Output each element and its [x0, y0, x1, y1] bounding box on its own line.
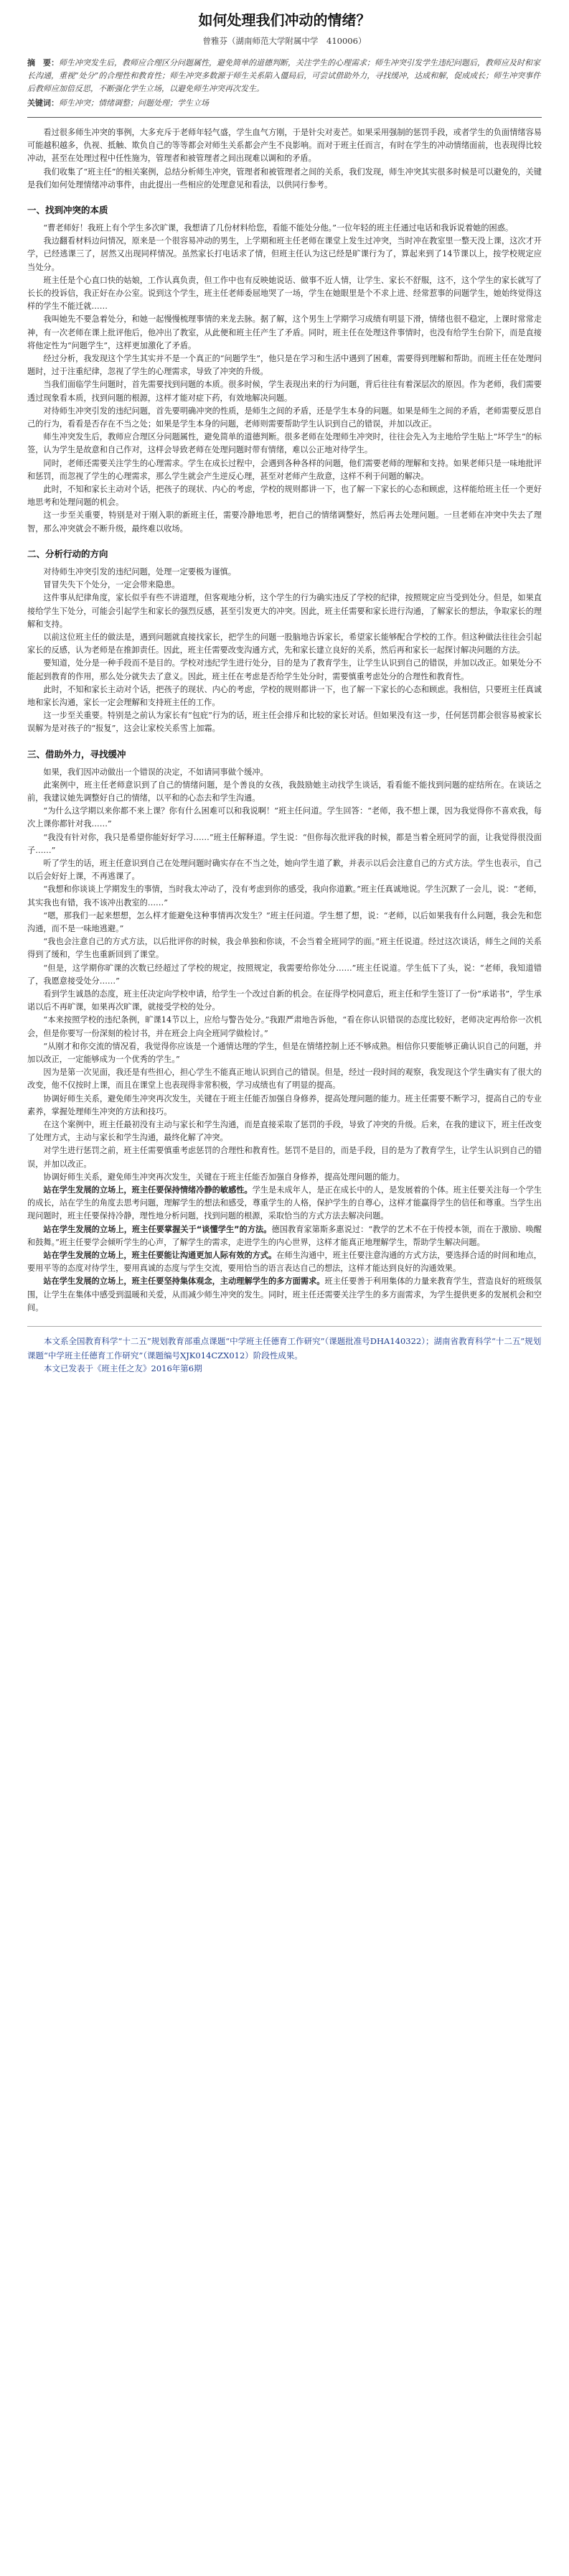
body-paragraph: 同时，老师还需要关注学生的心理需求。学生在成长过程中，会遇到各种各样的问题，他们需要老师的理解和支持。如果老师只是一味地批评和惩罚，而忽视了学生的心理需求，那么学生就会产生逆反心理，甚至对老师产生敌意，这样不利于问题的解决。 — [27, 458, 542, 481]
funding-footnote: 本文系全国教育科学“十二五”规划教育部重点课题“中学班主任德育工作研究”（课题批准号DHA140322）；湖南省教育科学“十二五”规划课题“中学班主任德育工作研究”（课题编号XJK014CZX012）阶段性成果。 — [27, 1336, 542, 1361]
highlight-text: 在师生沟通中，班主任要注意沟通的方式方法，要选择合适的时间和地点，要用平等的态度对待学生，要用真诚的态度与学生交流，要用恰当的语言表达自己的想法，这样才能达到良好的沟通效果。 — [27, 1251, 542, 1274]
abstract-text: 师生冲突发生后，教师应合理区分问题属性，避免简单的道德判断，关注学生的心理需求；师生冲突引发学生违纪问题后，教师应及时和家长沟通，重视“处分”的合理性和教育性；师生冲突多数源于师生关系陷入僵局后，可尝试借助外力，寻找缓冲，达成和解，促成成长；师生冲突事件后教师应加倍反思，不断强化学生立场，以避免师生冲突再次发生。 — [27, 58, 541, 93]
body-paragraph: 经过分析，我发现这个学生其实并不是一个真正的“问题学生”，他只是在学习和生活中遇到了困难，需要得到理解和帮助。而班主任在处理问题时，过于注重纪律，忽视了学生的心理需求，导致了冲突的升级。 — [27, 354, 542, 377]
body-paragraph: 要知道，处分是一种手段而不是目的。学校对违纪学生进行处分，目的是为了教育学生，让学生认识到自己的错误，并加以改正。如果处分不能起到教育的作用，那么处分就失去了意义。因此，班主任在考虑是否给学生处分时，需要慎重考虑处分的合理性和教育性。 — [27, 658, 542, 681]
body-paragraph: 在这个案例中，班主任最初没有主动与家长和学生沟通，而是直接采取了惩罚的手段，导致了冲突的升级。后来，在我的建议下，班主任改变了处理方式，主动与家长和学生沟通，最终化解了冲突。 — [27, 1120, 542, 1143]
body-paragraph: 我边翻看材料边问情况，原来是一个很容易冲动的男生，上学期和班主任老师在课堂上发生过冲突，当时冲在教室里一整天没上课，这次才开学，已经逃课三了，居然又出现同样情况。虽然家长打电话求了情，但班主任认为这已经是旷课行为了，算起来到了14节课以上，按学校规定应当处分。 — [27, 236, 542, 272]
highlight-lead: 站在学生发展的立场上，班主任要能让沟通更加人际有效的方式。 — [43, 1251, 277, 1261]
keywords-text: 师生冲突；情绪调整；问题处理；学生立场 — [59, 98, 209, 108]
highlight-paragraph — [27, 1223, 542, 1249]
section-heading: 二、分析行动的方向 — [27, 548, 108, 559]
body-paragraph: 以前这位班主任的做法是，遇到问题就直接找家长，把学生的问题一股脑地告诉家长，希望家长能够配合学校的工作。但这种做法往往会引起家长的反感，认为老师是在推卸责任。因此，班主任需要改变沟通方式，先和家长建立良好的关系，然后再和家长一起探讨解决问题的方法。 — [27, 632, 542, 655]
body-paragraph: “我想和你谈谈上学期发生的事情，当时我太冲动了，没有考虑到你的感受，我向你道歉。”班主任真诚地说。学生沉默了一会儿，说：“老师，其实我也有错，我不该冲出教室的……” — [27, 885, 542, 907]
body-paragraph: 当我们面临学生问题时，首先需要找到问题的本质。很多时候，学生表现出来的行为问题，背后往往有着深层次的原因。作为老师，我们需要透过现象看本质，找到问题的根源，这样才能对症下药，有效地解决问题。 — [27, 380, 542, 403]
body-paragraph: 看到学生诚恳的态度，班主任决定向学校申请，给学生一个改过自新的机会。在征得学校同意后，班主任和学生签订了一份“承诺书”，学生承诺以后不再旷课，如果再次旷课，就接受学校的处分。 — [27, 989, 542, 1012]
abstract — [27, 57, 542, 95]
highlight-paragraph — [27, 1275, 542, 1315]
publication-source: 本文已发表于《班主任之友》2016年第6期 — [44, 1363, 202, 1374]
highlight-lead: 站在学生发展的立场上，班主任要坚持集体观念，主动理解学生的多方面需求。 — [43, 1277, 325, 1287]
body-paragraph: “我没有针对你，我只是希望你能好好学习……”班主任解释道。学生说：“但你每次批评我的时候，都是当着全班同学的面，让我觉得很没面子……” — [27, 832, 542, 855]
body-paragraph: 这件事从纪律角度，家长似乎有些不讲道理，但客观地分析，这个学生的行为确实违反了学校的纪律，按照规定应当受到处分。但是，如果直接给学生下处分，可能会引起学生和家长的强烈反感，甚至引发更大的冲突。因此，班主任需要和家长进行沟通，了解家长的想法，争取家长的理解和支持。 — [27, 593, 542, 629]
keywords — [27, 97, 542, 110]
body-paragraph: 协调好师生关系，避免师生冲突再次发生，关键在于班主任能否加强自身修养，提高处理问题的能力。 — [43, 1172, 405, 1182]
body-paragraph: “我也会注意自己的方式方法，以后批评你的时候，我会单独和你谈，不会当着全班同学的面。”班主任说道。经过这次谈话，师生之间的关系得到了缓和，学生也重新回到了课堂。 — [27, 937, 542, 960]
body-paragraph: “但是，这学期你旷课的次数已经超过了学校的规定，按照规定，我需要给你处分……”班主任说道。学生低下了头，说：“老师，我知道错了，我愿意接受处分……” — [27, 963, 542, 986]
intro-paragraph: 我们收集了“班主任”的相关案例，总结分析师生冲突，管理者和被管理者之间的关系，我们发现，师生冲突其实很多时候是可以避免的，关键是我们如何处理情绪冲动事件，由此提出一些相应的处理意见和看法，以供同行参考。 — [27, 167, 542, 190]
highlight-paragraph — [27, 1184, 542, 1223]
body-paragraph: 这一步至关重要，特别是对于刚入职的新班主任，需要冷静地思考，把自己的情绪调整好，然后再去处理问题。一旦老师在冲突中失去了理智，那么冲突就会不断升级，最终难以收场。 — [27, 510, 542, 533]
keywords-label: 关键词： — [27, 98, 59, 108]
body-paragraph: 此时，不知和家长主动对个话，把孩子的现状、内心的考虑，学校的规则都讲一下，也了解一下家长的心态和顾虑。我相信，只要班主任真诚地和家长沟通，家长一定会理解和支持班主任的工作。 — [27, 684, 542, 707]
article-author: 曾雅芬（湖南师范大学附属中学 410006） — [202, 36, 367, 46]
body-paragraph: “从刚才和你交流的情况看，我觉得你应该是一个通情达理的学生，但是在情绪控制上还不够成熟。相信你只要能够正确认识自己的问题，并加以改正，一定能够成为一个优秀的学生。” — [27, 1041, 542, 1064]
body-paragraph: 协调好师生关系，避免师生冲突再次发生，关键在于班主任能否加强自身修养，提高处理问题的能力。班主任需要不断学习，提高自己的专业素养，掌握处理师生冲突的方法和技巧。 — [27, 1093, 542, 1116]
body-paragraph: “嗯，那我们一起来想想，怎么样才能避免这种事情再次发生？”班主任问道。学生想了想，说：“老师，以后如果我有什么问题，我会先和您沟通，而不是一味地逃避。” — [27, 910, 542, 933]
abstract-label: 摘 要： — [27, 58, 59, 67]
section-heading: 一、找到冲突的本质 — [27, 205, 108, 216]
highlight-paragraph — [27, 1249, 542, 1275]
body-paragraph: 此案例中，班主任老师意识到了自己的情绪问题，是个善良的女孩，我鼓励她主动找学生谈话，看看能不能找到问题的症结所在。在谈话之前，我建议她先调整好自己的情绪，以平和的心态去和学生沟通。 — [27, 780, 542, 803]
highlight-text: 德国教育家第斯多惠说过：“教学的艺术不在于传授本领，而在于激励、唤醒和鼓舞。”班主任要学会倾听学生的心声，了解学生的需求，走进学生的内心世界，这样才能真正地理解学生，帮助学生解决问题。 — [27, 1224, 542, 1247]
body-paragraph: 如果，我们因冲动做出一个错误的决定，不如请同事做个缓冲。 — [43, 767, 268, 777]
body-paragraph: 班主任是个心直口快的姑娘，工作认真负责，但工作中也有反映她说话、做事不近人情，让学生、家长不舒服，这不，这个学生的家长就写了长长的投诉信，我正好在办公室。说到这个学生，班主任老师委屈地哭了一场，学生在她眼里是个不求上进、经常惹事的问题学生，她始终觉得这样的学生不能迁就…… — [27, 275, 542, 312]
body-paragraph: 对待师生冲突引发的违纪问题，处理一定要极为谨慎。 — [43, 566, 236, 577]
highlight-lead: 站在学生发展的立场上，班主任要掌握关于“谈懂学生”的方法。 — [43, 1224, 272, 1234]
body-paragraph: 此时，不知和家长主动对个话，把孩子的现状、内心的考虑，学校的规则都讲一下，也了解一下家长的心态和顾虑，这样能给班主任一个更好地思考和处理问题的机会。 — [27, 485, 542, 508]
body-paragraph: 我叫她先不要急着处分，和她一起慢慢梳理事情的来龙去脉。据了解，这个男生上学期学习成绩有明显下滑，情绪也很不稳定，上课时常常走神，有一次老师在课上批评他后，他冲出了教室，从此便和班主任产生了矛盾。同时，班主任在处理这件事情时，也没有给学生台阶下，而是直接将他定性为“问题学生”，这样更加激化了矛盾。 — [27, 314, 542, 350]
intro-paragraph: 看过很多师生冲突的事例，大多充斥于老师年轻气盛，学生血气方刚，于是针尖对麦芒。如果采用强制的惩罚手段，或者学生的负面情绪容易可能越积越多，仇视、抵触、欺负自己的等等都会对师生关系都会产生不良影响。而对于班主任而言，有时在学生的冲动情绪面前，也表现得比较冲动，甚至在处理过程中任性施为，管理者和被管理者之间出现难以调和的矛盾。 — [27, 128, 542, 164]
footer-divider — [27, 1326, 542, 1327]
body-paragraph: “为什么这学期以来你都不来上课？你有什么困难可以和我说啊！”班主任问道。学生回答：“老师，我不想上课，因为我觉得你不喜欢我，每次上课你都针对我……” — [27, 806, 542, 829]
body-paragraph: 冒冒失失下个处分，一定会带来隐患。 — [43, 580, 180, 590]
body-paragraph: 听了学生的话，班主任意识到自己在处理问题时确实存在不当之处，她向学生道了歉，并表示以后会注意自己的方式方法。学生也表示，自己以后会好好上课，不再逃课了。 — [27, 858, 542, 882]
body-paragraph: 师生冲突发生后，教师应合理区分问题属性，避免简单的道德判断。很多老师在处理师生冲突时，往往会先入为主地给学生贴上“坏学生”的标签，认为学生是故意和自己作对，这样会导致老师在处理问题时带有情绪，难以公正地对待学生。 — [27, 432, 542, 455]
body-paragraph: 因为是第一次见面，我还是有些担心，担心学生不能真正地认识到自己的错误。但是，经过一段时间的观察，我发现这个学生确实有了很大的改变，他不仅按时上课，而且在课堂上也表现得非常积极，学习成绩也有了明显的提高。 — [27, 1068, 542, 1091]
highlight-text: 班主任要善于利用集体的力量来教育学生，营造良好的班级氛围，让学生在集体中感受到温暖和关爱，从而减少师生冲突的发生。同时，班主任还需要关注学生的多方面需求，为学生提供更多的发展机会和空间。 — [27, 1277, 542, 1312]
divider — [27, 117, 542, 118]
highlight-text: 学生是未成年人，是正在成长中的人，是发展着的个体。班主任要关注每一个学生的成长，站在学生的角度去思考问题，理解学生的想法和感受，尊重学生的人格，保护学生的自尊心，这样才能赢得学生的信任和尊重。当学生出现问题时，班主任要保持冷静，理性地分析问题，找到问题的根源，采取恰当的方式方法去解决问题。 — [27, 1185, 542, 1221]
body-paragraph: “本来按照学校的违纪条例，旷课14节以上，应给与警告处分。”我跟严肃地告诉他，“看在你认识错误的态度比较好，老师决定再给你一次机会，但是你要写一份深刻的检讨书，并在班会上向全班同学做检讨。” — [27, 1015, 542, 1038]
highlight-lead: 站在学生发展的立场上，班主任要保持情绪冷静的敏感性。 — [43, 1185, 253, 1195]
body-paragraph: “曹老师好！我班上有个学生多次旷课，我想请了几份材料给您，看能不能处分他。”一位年轻的班主任通过电话和我诉说着她的困惑。 — [43, 223, 514, 233]
body-paragraph: 对待师生冲突引发的违纪问题，首先要明确冲突的性质，是师生之间的矛盾，还是学生本身的问题。如果是师生之间的矛盾，老师需要反思自己的行为，看看是否存在不当之处；如果是学生本身的问题，老师则需要帮助学生认识到自己的错误，并加以改正。 — [27, 406, 542, 429]
article-title: 如何处理我们冲动的情绪？ — [198, 11, 371, 29]
body-paragraph: 这一步至关重要。特别是之前认为家长有“包庇”行为的话，班主任会排斥和比较的家长对话。但如果没有这一步，任何惩罚都会很容易被家长误解为是对孩子的“报复”，这会让家校关系雪上加霜。 — [27, 711, 542, 734]
section-heading: 三、借助外力，寻找缓冲 — [27, 748, 126, 760]
body-paragraph: 对学生进行惩罚之前，班主任需要慎重考虑惩罚的合理性和教育性。惩罚不是目的，而是手段，目的是为了教育学生，让学生认识到自己的错误，并加以改正。 — [27, 1146, 542, 1169]
